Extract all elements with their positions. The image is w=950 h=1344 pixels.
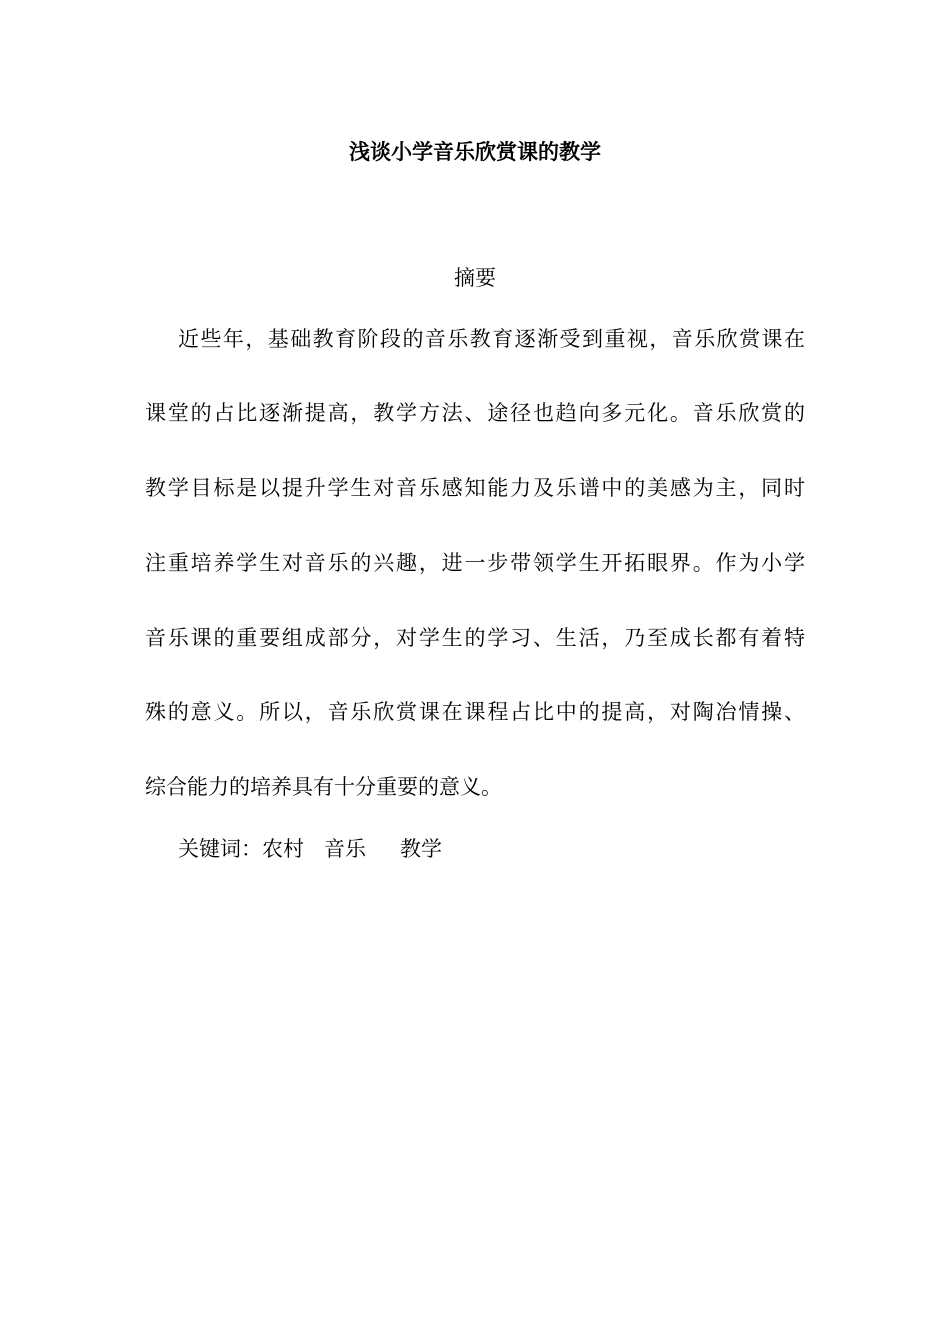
- abstract-line: 殊的意义。所以，音乐欣赏课在课程占比中的提高，对陶冶情操、: [145, 700, 805, 724]
- abstract-line: 教学目标是以提升学生对音乐感知能力及乐谱中的美感为主，同时: [145, 476, 805, 500]
- keyword-item: 农村: [262, 837, 304, 861]
- page-title: 浅谈小学音乐欣赏课的教学: [349, 139, 601, 164]
- abstract-heading: 摘要: [454, 266, 496, 290]
- keyword-item: 音乐: [324, 837, 366, 861]
- keyword-item: 教学: [400, 837, 442, 861]
- abstract-line: 综合能力的培养具有十分重要的意义。: [145, 775, 502, 799]
- abstract-line: 注重培养学生对音乐的兴趣，进一步带领学生开拓眼界。作为小学: [145, 551, 805, 575]
- abstract-line: 近些年，基础教育阶段的音乐教育逐渐受到重视，音乐欣赏课在: [178, 327, 805, 351]
- keywords-label: 关键词：: [178, 837, 262, 861]
- abstract-line: 课堂的占比逐渐提高，教学方法、途径也趋向多元化。音乐欣赏的: [145, 401, 805, 425]
- abstract-line: 音乐课的重要组成部分，对学生的学习、生活，乃至成长都有着特: [145, 626, 805, 650]
- keywords-line: [178, 835, 442, 863]
